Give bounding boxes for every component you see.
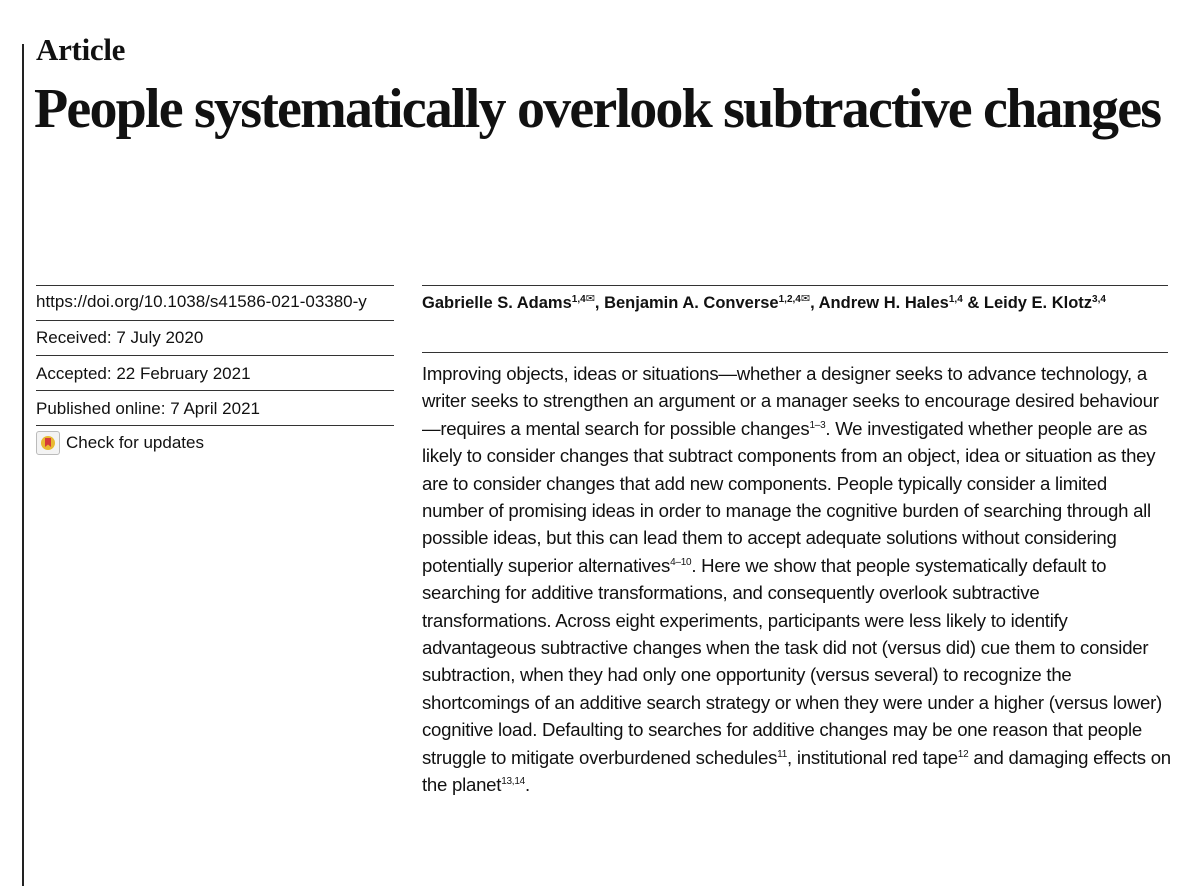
meta-divider [36, 425, 394, 426]
author-list [422, 292, 1106, 313]
author-affiliation: 3,4 [1092, 294, 1106, 305]
author-name[interactable]: Andrew H. Hales [818, 294, 949, 312]
abstract-text: . Here we show that people systematically default to searching for additive transformations, and consequently overlook subtractive transformations. Across eight experiments, participants were less likely to identify advantageous subtractive changes when the task did not (versus did) cue them to consider subtraction, when they had only one opportunity (versus several) to recognize the shortcomings of an additive search strategy or when they were under a higher (versus lower) cognitive load. Defaulting to searches for additive changes may be one reason that people struggle to mitigate overburdened schedules [422, 554, 1162, 768]
abstract-text: , institutional red tape [787, 746, 958, 768]
abstract [422, 360, 1172, 799]
meta-divider [36, 355, 394, 356]
received-date: Received: 7 July 2020 [36, 328, 204, 347]
abstract-text: . [524, 774, 530, 796]
reference-citation[interactable]: 11 [777, 748, 788, 760]
check-for-updates-label: Check for updates [66, 433, 204, 452]
crossmark-icon [36, 431, 60, 455]
reference-citation[interactable]: 1–3 [809, 419, 826, 431]
abstract-text: Improving objects, ideas or situations—whether a designer seeks to advance technology, a writer seeks to strengthen an argument or a manager seeks to encourage desired behaviour—requires a mental search for possible changes [422, 363, 1159, 439]
reference-citation[interactable]: 12 [957, 748, 969, 760]
author-affiliation: 1,4 [571, 294, 586, 305]
abstract-top-rule [422, 352, 1168, 353]
article-type-label: Article [36, 32, 126, 67]
meta-divider [36, 390, 394, 391]
author-name[interactable]: Benjamin A. Converse [604, 294, 779, 312]
published-date: Published online: 7 April 2021 [36, 399, 260, 418]
doi-link[interactable]: https://doi.org/10.1038/s41586-021-03380-y [36, 292, 367, 311]
authors-top-rule [422, 285, 1168, 286]
author-affiliation: 1,2,4 [778, 294, 801, 305]
author-name[interactable]: Leidy E. Klotz [983, 294, 1093, 312]
email-icon[interactable]: ✉ [585, 293, 595, 305]
author-separator: , [594, 294, 605, 312]
article-title: People systematically overlook subtractive changes [34, 78, 1161, 140]
author-separator: & [962, 294, 984, 312]
left-margin-rule [22, 44, 24, 886]
email-icon[interactable]: ✉ [800, 293, 811, 305]
check-for-updates-button[interactable] [36, 431, 204, 455]
reference-citation[interactable]: 4–10 [670, 556, 692, 568]
reference-citation[interactable]: 13,14 [501, 776, 525, 788]
meta-top-rule [36, 285, 394, 286]
author-name[interactable]: Gabrielle S. Adams [422, 294, 572, 312]
author-affiliation: 1,4 [948, 294, 963, 305]
abstract-text: and damaging effects on the planet [422, 746, 1171, 796]
meta-divider [36, 320, 394, 321]
author-separator: , [810, 294, 819, 312]
accepted-date: Accepted: 22 February 2021 [36, 364, 251, 383]
abstract-text: . We investigated whether people are as likely to consider changes that subtract components from an object, idea or situation as they are to consider changes that add new components. People typically consider a limited number of promising ideas in order to manage the cognitive burden of searching through all possible ideas, but this can lead them to accept adequate solutions without considering potentially superior alternatives [422, 417, 1156, 576]
